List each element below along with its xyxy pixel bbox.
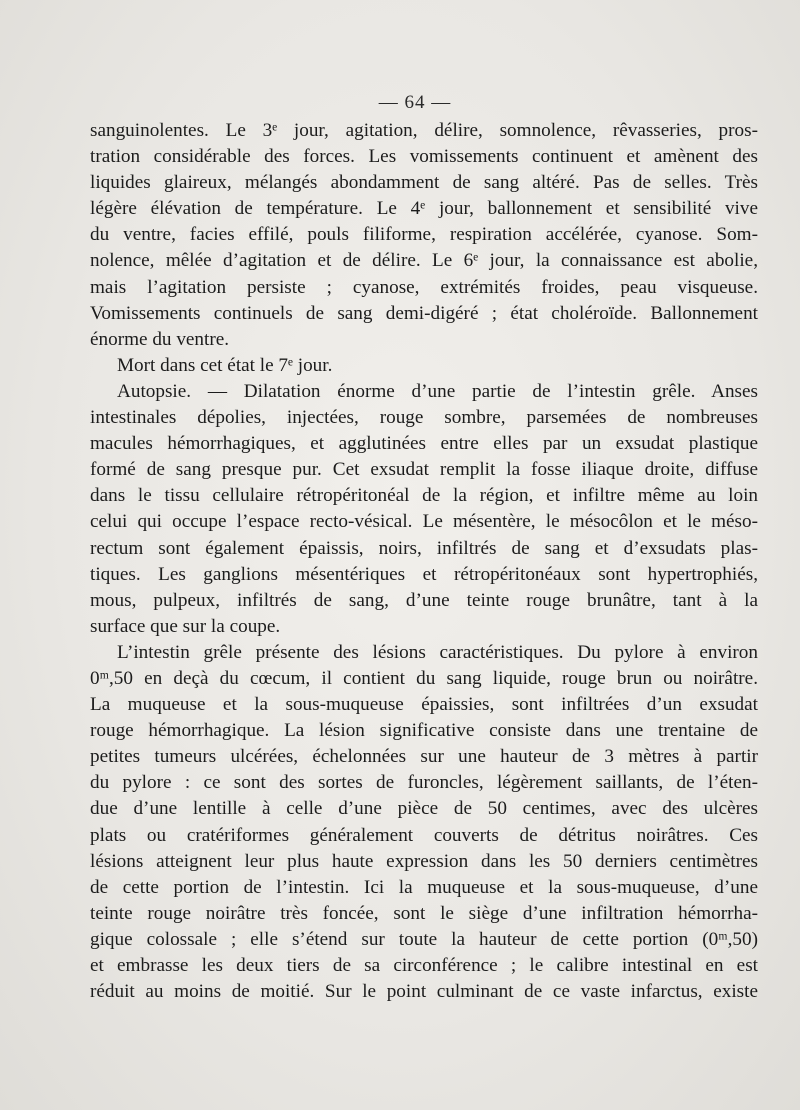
text-line: Mort dans cet état le 7ᵉ jour.: [117, 354, 333, 376]
text-line: mais l’agitation persiste ; cyanose, extrémités froides, peau visqueuse.: [90, 276, 758, 298]
text-line: du pylore : ce sont des sortes de furoncles, légèrement saillants, de l’éten-: [90, 772, 758, 794]
text-line: de cette portion de l’intestin. Ici la muqueuse et la sous-muqueuse, d’une: [90, 876, 758, 898]
text-line: rouge hémorrhagique. La lésion significative consiste dans une trentaine de: [90, 720, 758, 742]
text-line: teinte rouge noirâtre très foncée, sont le siège d’une infiltration hémorrha-: [90, 902, 758, 924]
text-line: surface que sur la coupe.: [90, 615, 281, 637]
text-line: mous, pulpeux, infiltrés de sang, d’une teinte rouge brunâtre, tant à la: [90, 589, 758, 611]
text-line: intestinales dépolies, injectées, rouge sombre, parsemées de nombreuses: [90, 407, 758, 429]
text-line: tiques. Les ganglions mésentériques et rétropéritonéaux sont hypertrophiés,: [90, 563, 758, 585]
text-line: Vomissements continuels de sang demi-digéré ; état choléroïde. Ballonnement: [90, 302, 758, 324]
text-line: petites tumeurs ulcérées, échelonnées sur une hauteur de 3 mètres à partir: [90, 746, 758, 768]
text-line: celui qui occupe l’espace recto-vésical. Le mésentère, le mésocôlon et le méso-: [90, 511, 758, 533]
text-line: macules hémorrhagiques, et agglutinées entre elles par un exsudat plastique: [90, 433, 758, 455]
text-line: légère élévation de température. Le 4ᵉ jour, ballonnement et sensibilité vive: [90, 198, 758, 220]
text-line: rectum sont également épaissis, noirs, infiltrés de sang et d’exsudats plas-: [90, 537, 758, 559]
text-line: formé de sang presque pur. Cet exsudat remplit la fosse iliaque droite, diffuse: [90, 459, 758, 481]
text-line: du ventre, facies effilé, pouls filiforme, respiration accélérée, cyanose. Som-: [90, 224, 758, 246]
page-number: — 64 —: [378, 92, 452, 113]
body-text: [90, 118, 758, 1005]
text-line: lésions atteignent leur plus haute expression dans les 50 derniers centimètres: [90, 850, 758, 872]
text-line: Autopsie. — Dilatation énorme d’une partie de l’intestin grêle. Anses: [117, 380, 758, 402]
text-line: gique colossale ; elle s’étend sur toute la hauteur de cette portion (0ᵐ,50): [90, 928, 758, 950]
text-line: liquides glaireux, mélangés abondamment de sang altéré. Pas de selles. Très: [90, 172, 758, 194]
text-line: plats ou cratériformes généralement couverts de détritus noirâtres. Ces: [90, 824, 758, 846]
text-line: La muqueuse et la sous-muqueuse épaissies, sont infiltrées d’un exsudat: [90, 694, 758, 716]
text-line: due d’une lentille à celle d’une pièce de 50 centimes, avec des ulcères: [90, 798, 758, 820]
text-line: sanguinolentes. Le 3ᵉ jour, agitation, délire, somnolence, rêvasseries, pros-: [90, 120, 758, 141]
text-line: tration considérable des forces. Les vomissements continuent et amènent des: [90, 146, 758, 168]
text-line: dans le tissu cellulaire rétropéritonéal de la région, et infiltre même au loin: [90, 485, 758, 507]
text-line: 0ᵐ,50 en deçà du cœcum, il contient du sang liquide, rouge brun ou noirâtre.: [90, 667, 758, 689]
text-line: énorme du ventre.: [90, 328, 230, 350]
text-line: et embrasse les deux tiers de sa circonférence ; le calibre intestinal en est: [90, 955, 758, 976]
text-line: nolence, mêlée d’agitation et de délire. Le 6ᵉ jour, la connaissance est abolie,: [90, 250, 758, 272]
text-line: L’intestin grêle présente des lésions caractéristiques. Du pylore à environ: [117, 641, 758, 663]
text-line: réduit au moins de moitié. Sur le point culminant de ce vaste infarctus, existe: [90, 981, 758, 1003]
